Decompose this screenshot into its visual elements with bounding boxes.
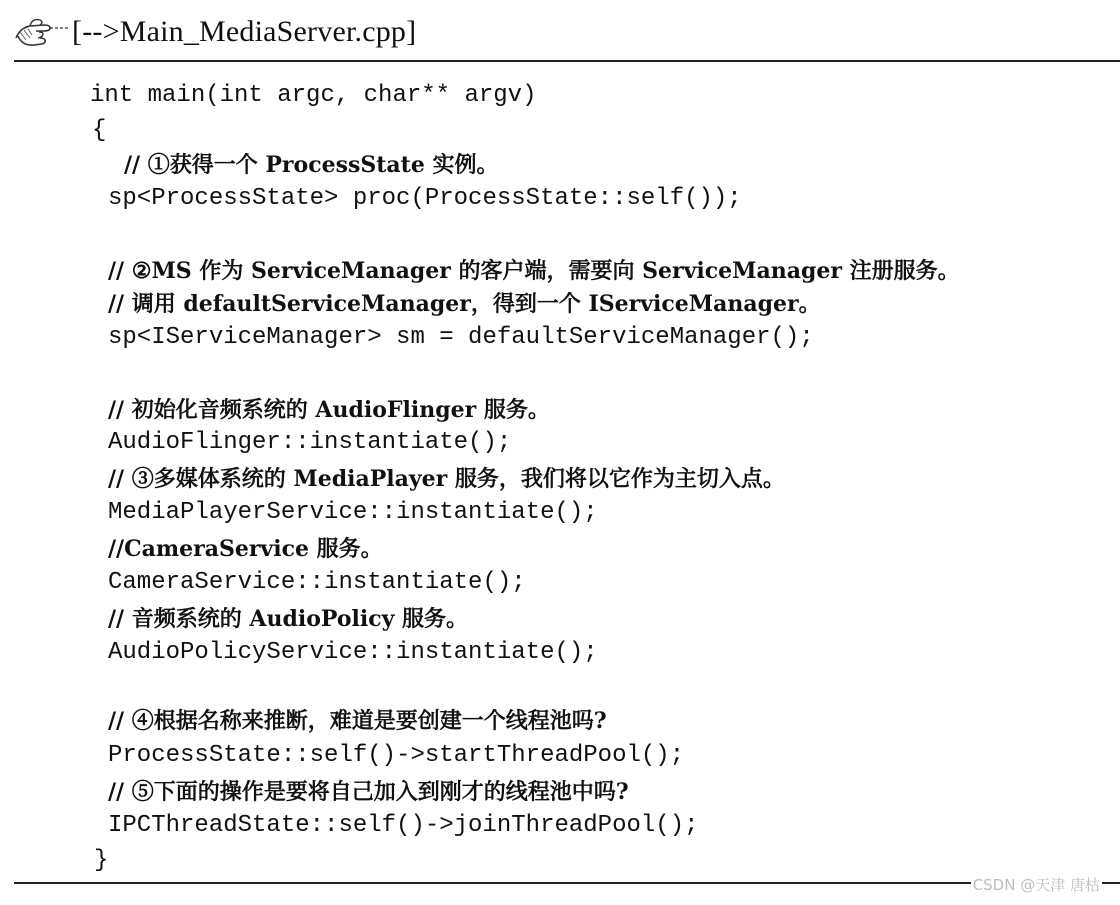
code-comment-8: // ④根据名称来推断，难道是要创建一个线程池吗? bbox=[108, 708, 607, 734]
code-line-audioflinger: AudioFlinger::instantiate(); bbox=[108, 429, 512, 456]
file-title: [-->Main_MediaServer.cpp] bbox=[72, 15, 417, 48]
code-line-processstate: sp<ProcessState> proc(ProcessState::self()); bbox=[108, 185, 742, 212]
code-line-servicemanager: sp<IServiceManager> sm = defaultServiceManager(); bbox=[108, 324, 814, 351]
code-comment-6: //CameraService 服务。 bbox=[108, 536, 383, 562]
code-line-open-brace: { bbox=[92, 117, 107, 144]
code-comment-3: // 调用 defaultServiceManager，得到一个 IServiceManager。 bbox=[108, 291, 821, 317]
code-line-close-brace: } bbox=[94, 847, 109, 874]
code-line-threadpool: ProcessState::self()->startThreadPool(); bbox=[108, 742, 685, 769]
code-line-mediaplayer: MediaPlayerService::instantiate(); bbox=[108, 499, 598, 526]
watermark: CSDN @天津 唐枯 bbox=[972, 876, 1100, 894]
code-line-audiopolicy: AudioPolicyService::instantiate(); bbox=[108, 639, 598, 666]
bottom-divider bbox=[14, 882, 1120, 884]
code-line-main: int main(int argc, char** argv) bbox=[90, 82, 537, 109]
code-comment-2: // ②MS 作为 ServiceManager 的客户端，需要向 ServiceManager 注册服务。 bbox=[108, 258, 960, 284]
code-comment-1: // ①获得一个 ProcessState 实例。 bbox=[124, 152, 499, 178]
code-comment-5: // ③多媒体系统的 MediaPlayer 服务，我们将以它作为主切入点。 bbox=[108, 466, 785, 492]
code-line-camera: CameraService::instantiate(); bbox=[108, 569, 526, 596]
code-comment-7: // 音频系统的 AudioPolicy 服务。 bbox=[108, 606, 469, 632]
code-line-jointhreadpool: IPCThreadState::self()->joinThreadPool(); bbox=[108, 812, 699, 839]
code-comment-4: // 初始化音频系统的 AudioFlinger 服务。 bbox=[108, 397, 550, 423]
code-comment-9: // ⑤下面的操作是要将自己加入到刚才的线程池中吗? bbox=[108, 779, 629, 805]
